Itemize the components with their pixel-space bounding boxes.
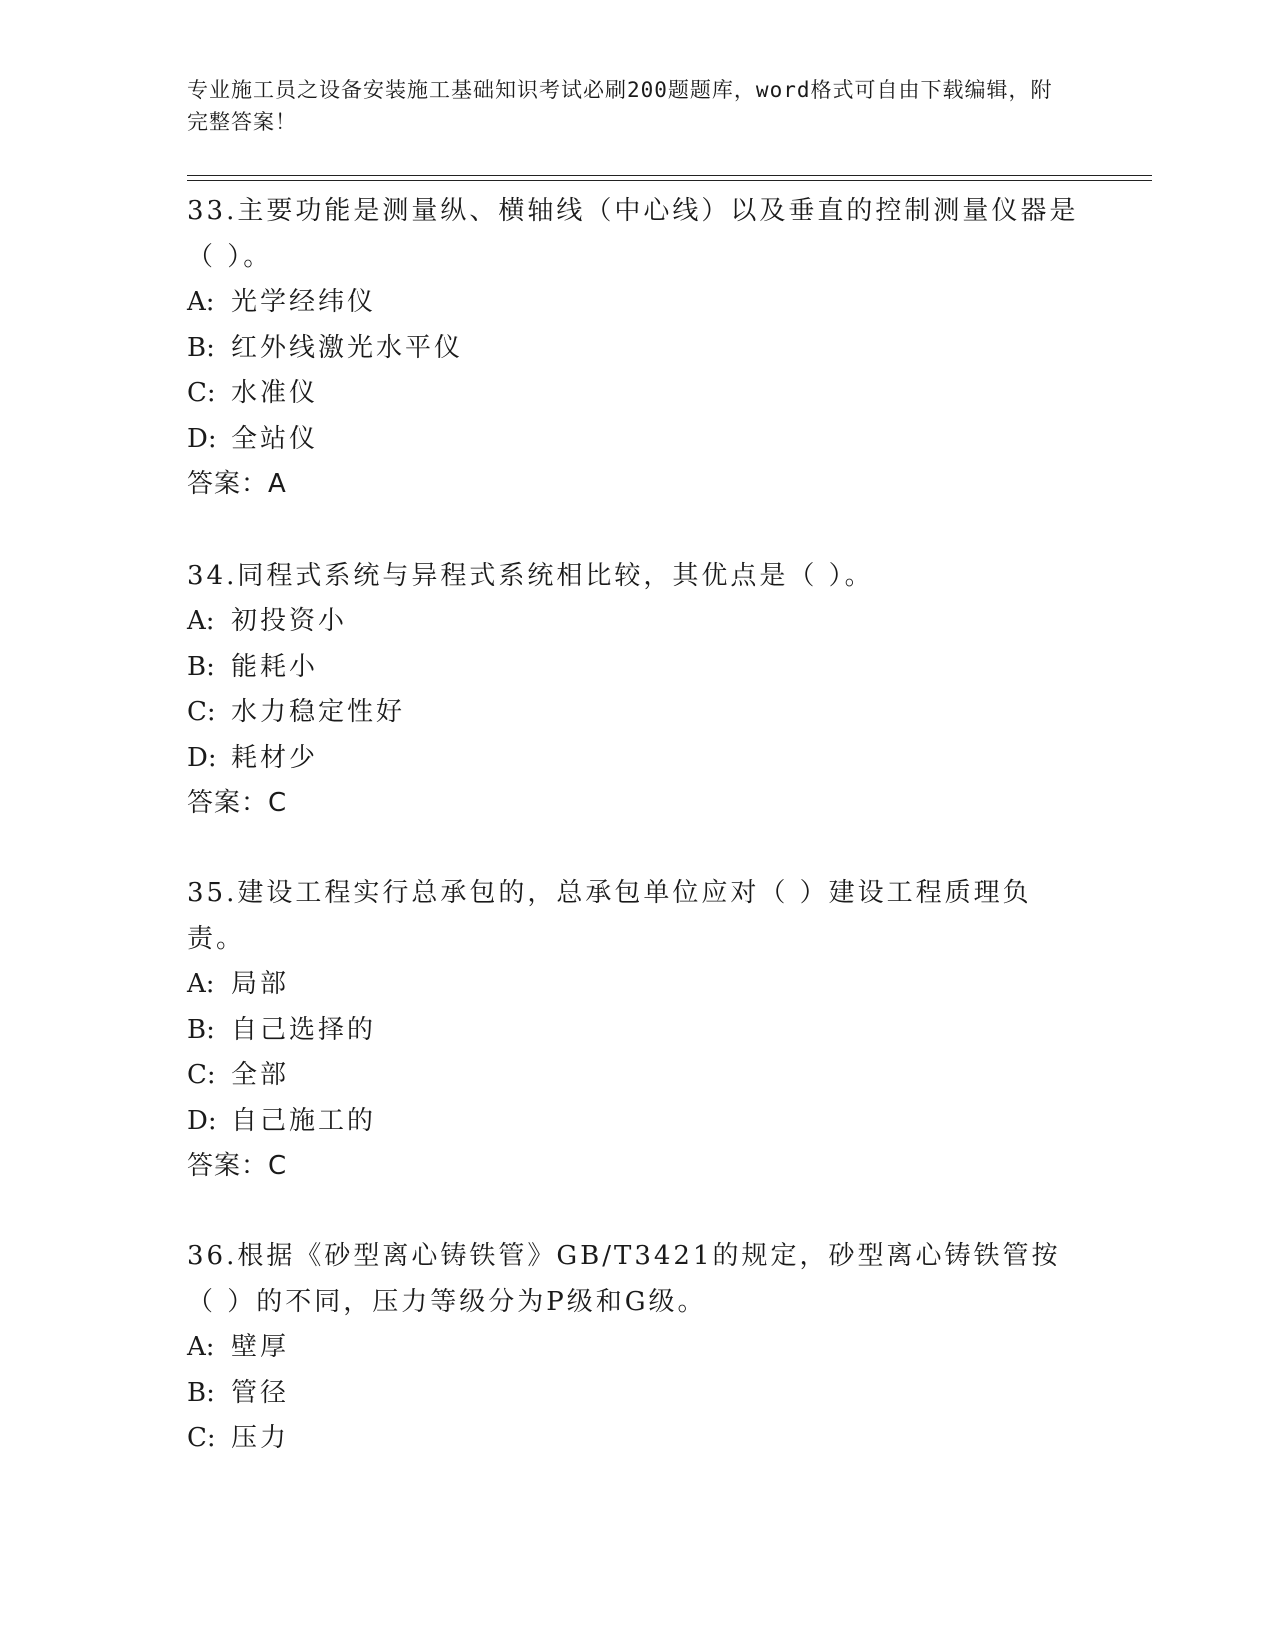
option-letter: D: (187, 742, 217, 773)
option-d (187, 1099, 1087, 1145)
option-a (187, 1325, 1087, 1371)
option-b (187, 326, 1087, 372)
option-letter: A: (187, 1332, 215, 1362)
question-stem: 36.根据《砂型离心铸铁管》GB/T3421的规定，砂型离心铸铁管按（ ）的不同，压力等级分为P级和G级。 (187, 1241, 1061, 1317)
option-letter: C: (187, 1423, 216, 1453)
option-c (187, 1053, 1087, 1099)
option-c (187, 371, 1087, 417)
option-c (187, 1416, 1087, 1462)
option-letter: A: (187, 969, 215, 999)
option-letter: C: (187, 378, 216, 408)
option-letter: B: (187, 1377, 215, 1408)
option-text: 自己选择的 (231, 1014, 377, 1045)
question-35 (187, 870, 1087, 1189)
header-divider-bottom (187, 180, 1152, 181)
question-36 (187, 1233, 1087, 1462)
option-text: 光学经纬仪 (231, 287, 377, 317)
option-a (187, 962, 1087, 1008)
option-c (187, 690, 1087, 736)
option-letter: D: (187, 1105, 217, 1136)
option-text: 局部 (231, 969, 290, 999)
option-b (187, 1371, 1087, 1417)
header-divider-top (187, 175, 1152, 176)
answer: 答案：A (187, 469, 287, 499)
option-text: 水力稳定性好 (231, 697, 406, 727)
option-b (187, 1008, 1087, 1054)
option-text: 管径 (231, 1377, 290, 1408)
question-34 (187, 553, 1087, 826)
option-text: 初投资小 (231, 606, 348, 636)
option-d (187, 736, 1087, 782)
option-text: 全部 (231, 1060, 290, 1090)
option-text: 壁厚 (231, 1332, 290, 1362)
option-text: 水准仪 (231, 378, 319, 408)
option-text: 压力 (231, 1423, 290, 1453)
option-text: 耗材少 (231, 742, 319, 773)
option-letter: B: (187, 1014, 215, 1045)
document-title: 专业施工员之设备安装施工基础知识考试必刷200题题库，word格式可自由下载编辑，附完整答案！ (187, 78, 1053, 134)
option-letter: D: (187, 423, 217, 454)
option-text: 红外线激光水平仪 (231, 332, 464, 363)
option-text: 能耗小 (231, 651, 319, 682)
document-header (187, 74, 1067, 138)
option-b (187, 645, 1087, 691)
option-a (187, 599, 1087, 645)
option-a (187, 280, 1087, 326)
option-letter: A: (187, 287, 215, 317)
option-text: 自己施工的 (231, 1105, 377, 1136)
option-text: 全站仪 (231, 423, 319, 454)
question-stem: 33.主要功能是测量纵、横轴线（中心线）以及垂直的控制测量仪器是（ ）。 (187, 196, 1079, 272)
option-letter: C: (187, 697, 216, 727)
option-letter: B: (187, 651, 215, 682)
option-letter: B: (187, 332, 215, 363)
option-letter: C: (187, 1060, 216, 1090)
answer: 答案：C (187, 1151, 288, 1181)
question-33 (187, 188, 1087, 507)
option-d (187, 417, 1087, 463)
answer: 答案：C (187, 788, 288, 818)
question-stem: 34.同程式系统与异程式系统相比较，其优点是（ ）。 (187, 561, 874, 591)
question-stem: 35.建设工程实行总承包的，总承包单位应对（ ）建设工程质理负责。 (187, 878, 1032, 954)
option-letter: A: (187, 606, 215, 636)
